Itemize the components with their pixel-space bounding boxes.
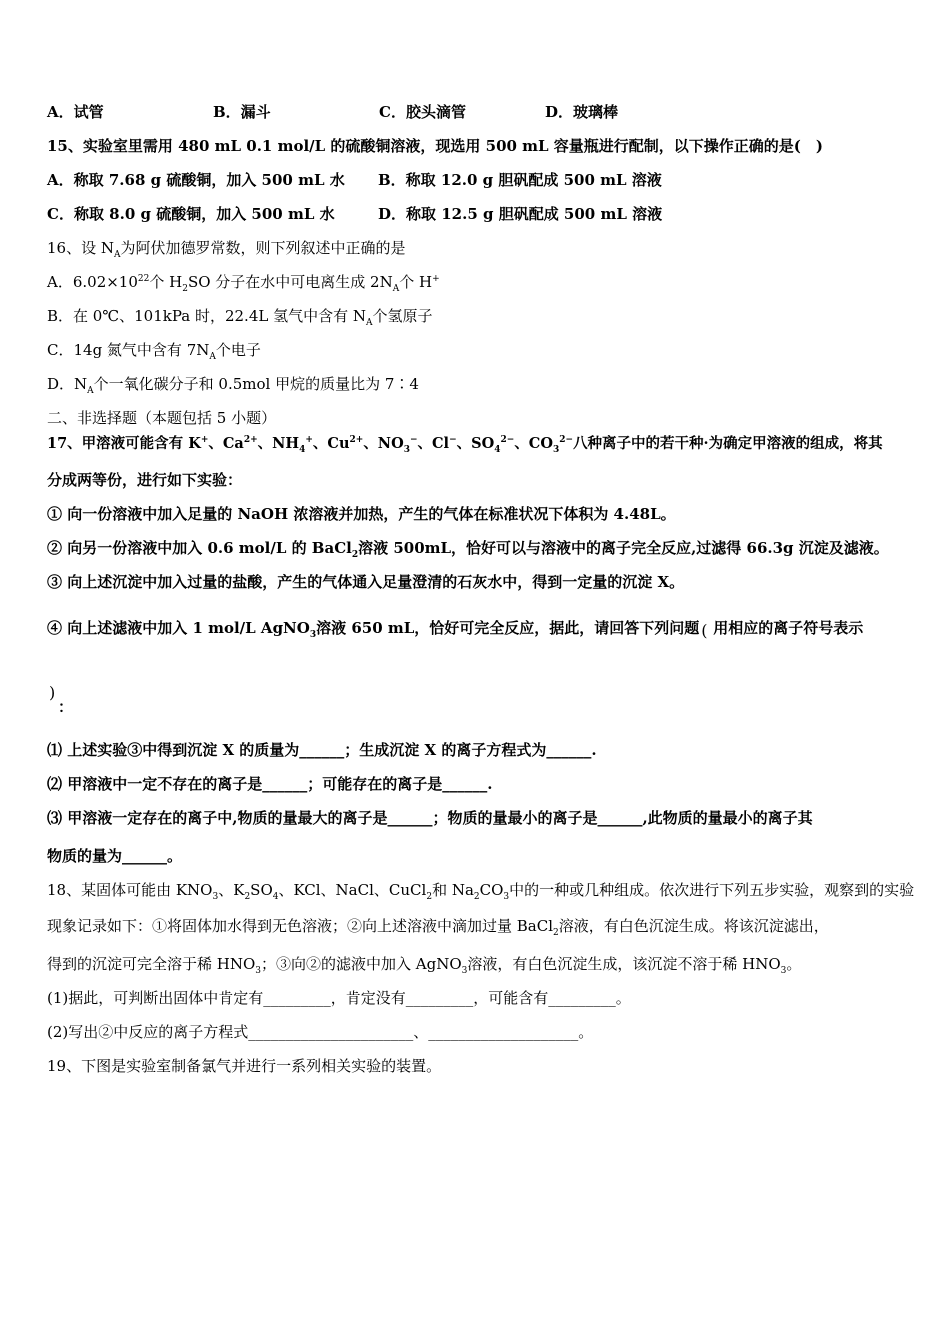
q18-part-2: (2)写出②中反应的离子方程式______________________、____________________。	[47, 1023, 594, 1041]
q17-stem-line1: 17、甲溶液可能含有 K+、$Ca^{2+}$、$NH_4^+$、$Cu^{2+}$、$NO_3^-$、Cl−、$SO_4^{2-}$、$CO_3^{2-}$八种离子中的若干种·为确定甲溶液的组成，将其	[47, 435, 883, 455]
q18-stem-line2: 现象记录如下：①将固体加水得到无色溶液；②向上述溶液中滴加过量 BaCl$_2$溶液，有白色沉淀生成。将该沉淀滤出，	[47, 917, 829, 938]
q15-stem: 15、实验室里需用 480 mL 0.1 mol/L 的硫酸铜溶液，现选用 500 mL 容量瓶进行配制，以下操作正确的是( )	[47, 137, 824, 155]
q15-options-row1	[47, 170, 662, 190]
q16-option-d: D．$N_A$个一氧化碳分子和 0.5mol 甲烷的质量比为 7∶4	[47, 375, 419, 396]
q17-step-2: ② 向另一份溶液中加入 0.6 mol/L 的 BaCl$_2$溶液 500mL，恰好可以与溶液中的离子完全反应,过滤得 66.3g 沉淀及滤液。	[47, 539, 889, 560]
q15-options-row2	[47, 204, 662, 224]
q18-stem-line1: 18、某固体可能由 $KNO_3$、$K_2SO_4$、KCl、NaCl、CuCl$_2$和 $Na_2CO_3$中的一种或几种组成。依次进行下列五步实验，观察到的实验	[47, 881, 915, 902]
q16-stem: 16、设 $N_A$为阿伏加德罗常数，则下列叙述中正确的是	[47, 239, 406, 260]
q16-option-a: A．$6.02\times 10^{22}$个 $H_2SO$ 分子在水中可电离生成 $2N_A$个 H+	[47, 273, 440, 294]
q14-option-d: D．玻璃棒	[545, 103, 619, 121]
q17-stem-line2: 分成两等份，进行如下实验：	[47, 471, 243, 489]
q17-step-4: ④ 向上述滤液中加入 1 mol/L AgNO$_3$溶液 650 mL，恰好可完全反应，据此，请回答下列问题 ( 用相应的离子符号表示	[47, 619, 864, 640]
q15-option-a: A．称取 7.68 g 硫酸铜，加入 500 mL 水	[47, 171, 345, 189]
q17-close-paren: )	[49, 683, 56, 702]
q17-step-3: ③ 向上述沉淀中加入过量的盐酸，产生的气体通入足量澄清的石灰水中，得到一定量的沉淀 X。	[47, 573, 685, 591]
q17-part-1: ⑴ 上述实验③中得到沉淀 X 的质量为______；生成沉淀 X 的离子方程式为______.	[47, 741, 597, 759]
q17-step-1: ① 向一份溶液中加入足量的 NaOH 浓溶液并加热，产生的气体在标准状况下体积为 4.48L。	[47, 505, 676, 523]
q16-option-b: B．在 0℃、101kPa 时，22.4L 氢气中含有 $N_A$个氢原子	[47, 307, 433, 328]
q17-part-3: ⑶ 甲溶液一定存在的离子中,物质的量最大的离子是______；物质的量最小的离子是______,此物质的量最小的离子其	[47, 809, 813, 827]
q18-stem-line3: 得到的沉淀可完全溶于稀 $HNO_3$；③向②的滤液中加入 AgNO$_3$溶液，有白色沉淀生成，该沉淀不溶于稀 $HNO_3$。	[47, 955, 802, 976]
q18-part-1: (1)据此，可判断出固体中肯定有_________，肯定没有_________，可能含有_________。	[47, 989, 631, 1007]
q19-stem: 19、下图是实验室制备氯气并进行一系列相关实验的装置。	[47, 1057, 442, 1075]
q14-options	[47, 102, 618, 122]
q15-option-d: D．称取 12.5 g 胆矾配成 500 mL 溶液	[378, 205, 663, 223]
q17-part-2: ⑵ 甲溶液中一定不存在的离子是______；可能存在的离子是______.	[47, 775, 493, 793]
q17-part-3-cont: 物质的量为______。	[47, 847, 183, 865]
q14-option-b: B．漏斗	[213, 103, 271, 121]
q17-close-colon: ：	[58, 698, 74, 716]
q14-option-c: C．胶头滴管	[379, 103, 466, 121]
q16-option-c: C．14g 氮气中含有 $7N_A$个电子	[47, 341, 261, 362]
q15-option-c: C．称取 8.0 g 硫酸铜，加入 500 mL 水	[47, 205, 335, 223]
section-heading: 二、非选择题（本题包括 5 小题）	[47, 409, 277, 427]
q15-option-b: B．称取 12.0 g 胆矾配成 500 mL 溶液	[378, 171, 662, 189]
q14-option-a: A．试管	[47, 103, 104, 121]
